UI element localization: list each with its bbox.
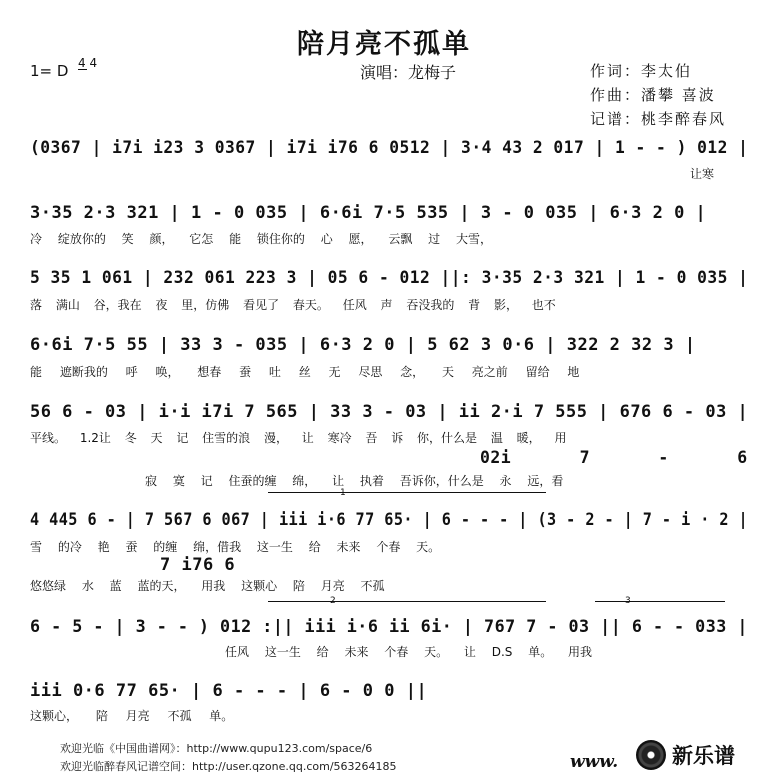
record-disc-icon (636, 740, 666, 770)
footer-link-2[interactable]: 欢迎光临醉春风记谱空间：http://user.qzone.qq.com/563264185 (60, 760, 397, 773)
lyric-row: 平线。 1.2让 冬 天 记 住雪的浪 漫， 让 寒冷 吾 诉 你，什么是 温 暖， 用 (30, 431, 567, 445)
site-www: www. (570, 752, 619, 772)
brand-logo: 新乐谱 (672, 744, 735, 768)
lyricist: 作词：李太伯 (590, 62, 693, 80)
time-bottom: 4 (89, 56, 98, 70)
notation-row: 7 i76 6 (160, 555, 236, 575)
key-signature: 1= D (30, 62, 69, 80)
notation-row: (0367 | i7i i23 3 0367 | i7i i76 6 0512 | 3·4 43 2 017 | 1 - - ) 012 | (30, 138, 749, 158)
notation-row: 3·35 2·3 321 | 1 - 0 035 | 6·6i 7·5 535 | 3 - 0 035 | 6·3 2 0 | (30, 203, 707, 223)
footer-link-1[interactable]: 欢迎光临《中国曲谱网》：http://www.qupu123.com/space/6 (60, 742, 373, 755)
notation-row: 56 6 - 03 | i·i i7i 7 565 | 33 3 - 03 | ii 2·i 7 555 | 676 6 - 03 | (30, 402, 749, 422)
lyric-row: 能 遮断我的 呼 唤， 想春 蚕 吐 丝 无 尽思 念， 天 亮之前 留给 地 (30, 365, 580, 379)
notation-row: 5 35 1 061 | 232 061 223 3 | 05 6 - 012 ||: 3·35 2·3 321 | 1 - 0 035 | (30, 268, 749, 288)
lyric-row: 雪 的冷 艳 蚕 的缠 绵，借我 这一生 给 未来 个春 天。 (30, 540, 441, 554)
lyric-row: 落 满山 谷，我在 夜 里，仿佛 看见了 春天。 任风 声 吞没我的 背 影， 也不 (30, 298, 556, 312)
notation-row: 6 - 5 - | 3 - - ) 012 :|| iii i·6 ii 6i· | 767 7 - 03 || 6 - - 033 | (30, 617, 748, 637)
singer: 演唱：龙梅子 (360, 63, 457, 82)
lyric-row: 冷 绽放你的 笑 颜， 它怎 能 锁住你的 心 愿， 云飘 过 大雪， (30, 232, 492, 246)
time-signature (78, 58, 97, 69)
lyric-row: 这颗心， 陪 月亮 不孤 单。 (30, 709, 234, 723)
lyric-row: 任风 这一生 给 未来 个春 天。 让 D.S 单。 用我 (225, 645, 593, 659)
composer: 作曲：潘攀 喜波 (590, 86, 716, 104)
time-top: 4 (78, 56, 86, 70)
lyric-row: 让寒 (690, 167, 715, 181)
lyric-row: 悠悠绿 水 蓝 蓝的天， 用我 这颗心 陪 月亮 不孤 (30, 579, 385, 593)
score-title: 陪月亮不孤单 (297, 29, 471, 60)
notation-row: 4 445 6 - | 7 567 6 067 | iii i·6 77 65· | 6 - - - | (3 - 2 - | 7 - i · 2 | (30, 510, 749, 530)
notation-row: 02i 7 - 6 (480, 448, 748, 468)
transcriber: 记谱：桃李醉春风 (590, 110, 727, 128)
notation-row: iii 0·6 77 65· | 6 - - - | 6 - 0 0 || (30, 681, 428, 701)
lyric-row: 寂 寞 记 住蚕的缠 绵， 让 执着 吾诉你，什么是 永 远，看 (145, 474, 564, 488)
notation-row: 6·6i 7·5 55 | 33 3 - 035 | 6·3 2 0 | 5 62 3 0·6 | 322 2 32 3 | (30, 335, 696, 355)
